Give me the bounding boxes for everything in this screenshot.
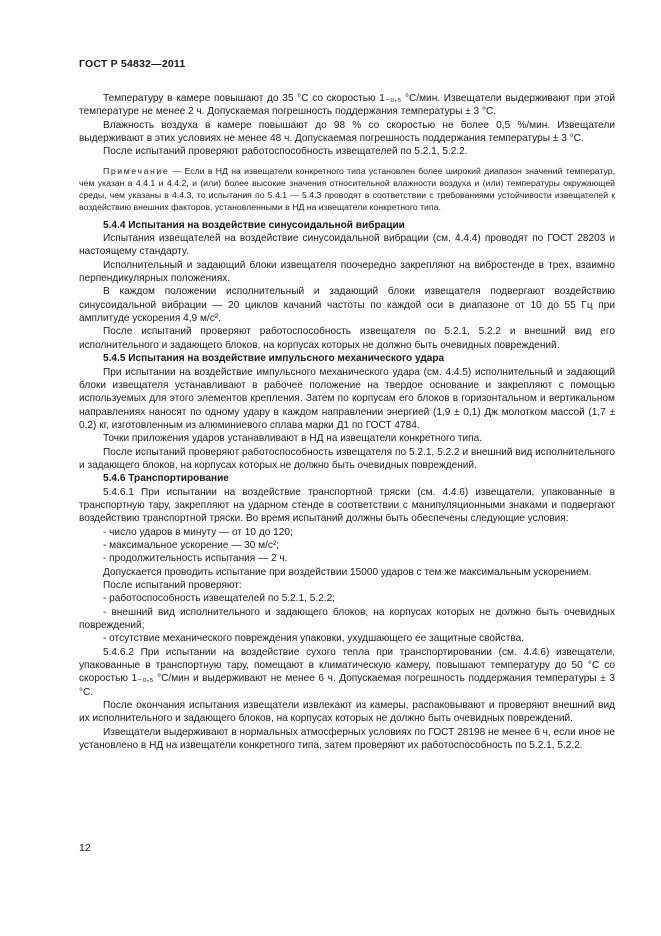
- paragraph: После испытаний проверяют работоспособность извещателя по 5.2.1, 5.2.2 и внешний вид исполнительного и задающего блоков, на корпусах которых не должно быть очевидных повреждений.: [79, 446, 615, 471]
- paragraph: Температуру в камере повышают до 35 °С со скоростью 1₋₀,₅ °С/мин. Извещатели выдерживают при этой температуре не менее 2 ч. Допускаемая погрешность поддержания температуры ± 3 °С.: [79, 93, 615, 118]
- note-label: Примечание: [103, 165, 170, 176]
- list-item: - максимальное ускорение — 30 м/с²;: [103, 539, 280, 551]
- paragraph: Влажность воздуха в камере повышают до 98 % со скоростью не более 0,5 %/мин. Извещатели выдерживают в этих условиях не менее 48 ч. Допускаемая погрешность поддержания температуры ± 3 °С.: [79, 119, 615, 145]
- document-header: ГОСТ Р 54832—2011: [79, 58, 186, 70]
- list-item: - работоспособность извещателей по 5.2.1, 5.2.2;: [103, 593, 336, 605]
- paragraph: В каждом положении исполнительный и задающий блоки извещателя подвергают воздействию синусоидальной вибрации — 20 циклов качаний частоты по каждой оси в диапазоне от 10 до 55 Гц при амплитуде ускорения 4,9 м/с².: [79, 286, 615, 325]
- list-item: - продолжительность испытания — 2 ч.: [103, 553, 288, 565]
- list-item: - отсутствие механического повреждения упаковки, ухудшающего ее защитные свойства.: [103, 633, 525, 645]
- page-number: 12: [79, 842, 91, 854]
- paragraph: После испытаний проверяют работоспособность извещателей по 5.2.1, 5.2.2.: [103, 146, 468, 158]
- note-text: — Если в НД на извещатели конкретного типа установлен более широкий диапазон значений температур, чем указан в 4.4.1 и 4.4.2, и (или) более высокие значения относительной влажности воздуха и (или) температуры окружающей среды, чем указаны в 4.4.3, то испытания по 5.4.1 — 5.4.3 проводят в соответствии с требованиями устойчивости извещателей к воздействию внешних факторов, установленными в НД на извещатели конкретного типа.: [79, 165, 615, 212]
- note: [79, 165, 615, 213]
- paragraph: Извещатели выдерживают в нормальных атмосферных условиях по ГОСТ 28198 не менее 6 ч, если иное не установлено в НД на извещатели конкретного типа, затем проверяют их работоспособность по 5.2.1, 5.2.2.: [79, 726, 615, 752]
- paragraph: Точки приложения ударов устанавливают в НД на извещатели конкретного типа.: [103, 433, 483, 445]
- paragraph: Испытания извещателей на воздействие синусоидальной вибрации (см. 4.4.4) проводят по ГОСТ 28203 и настоящему стандарту.: [79, 233, 615, 258]
- section-heading-5-4-4: 5.4.4 Испытания на воздействие синусоидальной вибрации: [103, 219, 405, 231]
- section-heading-5-4-5: 5.4.5 Испытания на воздействие импульсного механического удара: [103, 353, 445, 365]
- page-body: [79, 92, 615, 752]
- paragraph: После окончания испытания извещатели извлекают из камеры, распаковывают и проверяют внешний вид их исполнительного и задающего блоков, на корпусах которых не должно быть очевидных повреждений.: [79, 700, 615, 725]
- paragraph: При испытании на воздействие импульсного механического удара (см. 4.4.5) исполнительный и задающий блоки извещателя устанавливают в рабочее положение на твердое основание и закрепляют с помощью используемых для этого элементов крепления. Затем по корпусам его блоков в горизонтальном и вертикальном направлениях наносят по одному удару в каждом направлении энергией (1,9 ± 0,1) Дж молотком массой (1,7 ± 0,2) кг, изготовленным из алюминиевого сплава марки Д1 по ГОСТ 4784.: [79, 366, 615, 431]
- paragraph: Допускается проводить испытание при воздействии 15000 ударов с тем же максимальным ускорением.: [103, 566, 592, 578]
- paragraph: После испытаний проверяют:: [103, 580, 242, 591]
- paragraph: 5.4.6.1 При испытании на воздействие транспортной тряски (см. 4.4.6) извещатели, упакованные в транспортную тару, закрепляют на ударном стенде в соответствии с манипуляционными знаками и подвергают воздействию транспортной тряски. Во время испытаний должны быть обеспечены следующие условия:: [79, 486, 615, 525]
- paragraph: Исполнительный и задающий блоки извещателя поочередно закрепляют на вибростенде в трех, взаимно перпендикулярных положениях.: [79, 259, 615, 285]
- section-heading-5-4-6: 5.4.6 Транспортирование: [103, 473, 229, 485]
- list-item: - число ударов в минуту — от 10 до 120;: [103, 526, 293, 538]
- list-item: - внешний вид исполнительного и задающего блоков, на корпусах которых не должно быть очевидных повреждений;: [79, 606, 615, 632]
- paragraph: 5.4.6.2 При испытании на воздействие сухого тепла при транспортировании (см. 4.4.6) извещатели, упакованные в транспортную тару, помещают в климатическую камеру, повышают температуру до 50 °С со скоростью 1₋₀,₅ °С/мин и выдерживают не менее 6 ч. Допускаемая погрешность поддержания температуры ± 3 °С.: [79, 646, 615, 698]
- paragraph: После испытаний проверяют работоспособность извещателя по 5.2.1, 5.2.2 и внешний вид его исполнительного и задающего блоков, на корпусах которых не должно быть очевидных повреждений.: [79, 326, 615, 351]
